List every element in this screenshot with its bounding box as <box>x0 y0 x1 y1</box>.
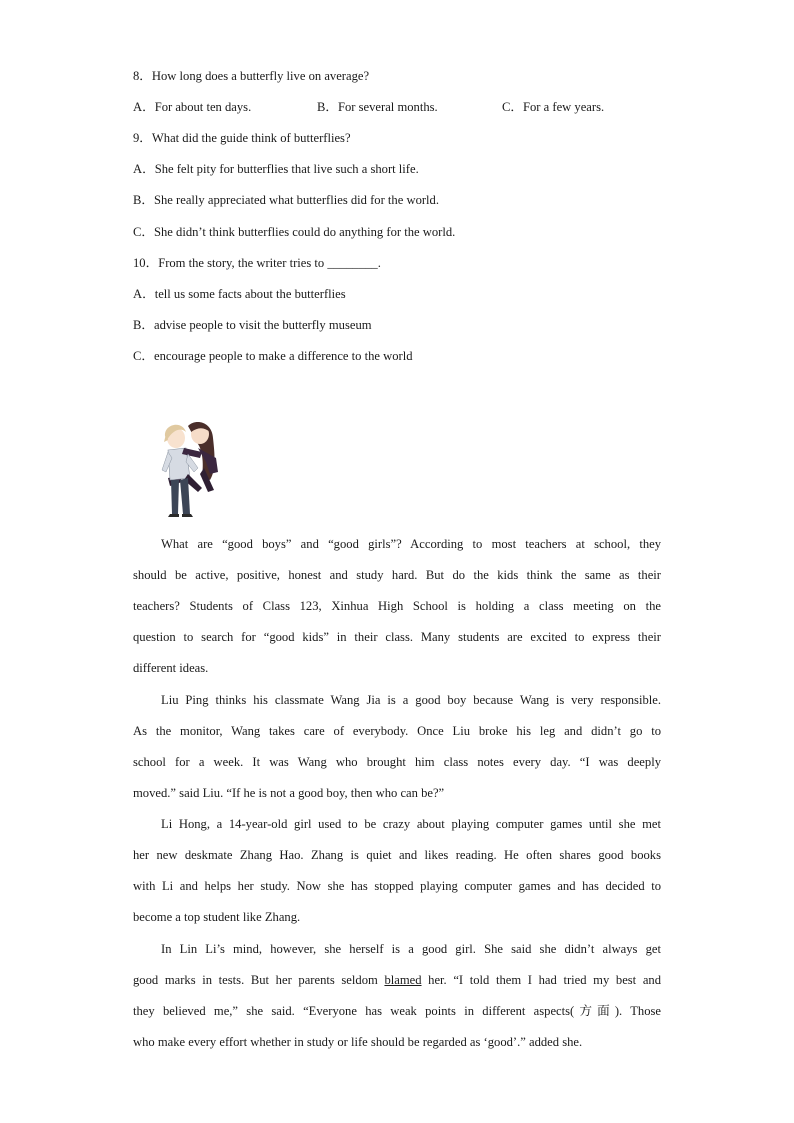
question-9-option-b[interactable]: B．She really appreciated what butterflies did for the world. <box>133 193 440 207</box>
question-8-option-b[interactable]: B．For several months. <box>317 100 438 114</box>
question-9-stem: 9．What did the guide think of butterflies? <box>133 131 351 145</box>
passage-line: Li Hong, a 14-year-old girl used to be crazy about playing computer games until she met <box>161 817 661 831</box>
passage-line: question to search for “good kids” in their class. Many students are excited to express their <box>133 630 661 645</box>
question-8-option-a[interactable]: A．For about ten days. <box>133 100 252 114</box>
passage-line: different ideas. <box>133 661 209 676</box>
passage-paragraph-2 <box>133 685 661 809</box>
passage-line: they believed me,” she said. “Everyone has weak points in different aspects(方面). Those <box>133 1004 661 1019</box>
passage-line <box>133 965 661 996</box>
question-8-option-c[interactable]: C．For a few years. <box>502 100 605 114</box>
passage-line: become a top student like Zhang. <box>133 910 301 925</box>
question-10-stem: 10．From the story, the writer tries to ________. <box>133 256 381 270</box>
passage-line: In Lin Li’s mind, however, she herself is a good girl. She said she didn’t always get <box>161 942 661 956</box>
passage-paragraph-4 <box>133 934 661 1058</box>
two-students-icon <box>158 418 220 518</box>
passage-line: teachers? Students of Class 123, Xinhua High School is holding a class meeting on the <box>133 599 661 614</box>
passage-text: her. “I told them I had tried my best and <box>421 973 662 988</box>
passage-line: moved.” said Liu. “If he is not a good boy, then who can be?” <box>133 786 445 801</box>
question-9-option-c[interactable]: C．She didn’t think butterflies could do anything for the world. <box>133 225 456 239</box>
passage-line: school for a week. It was Wang who brought him class notes every day. “I was deeply <box>133 755 661 770</box>
question-9-option-a[interactable]: A．She felt pity for butterflies that live such a short life. <box>133 162 419 176</box>
passage-line: What are “good boys” and “good girls”? According to most teachers at school, they <box>161 537 661 551</box>
two-students-illustration <box>158 418 220 518</box>
passage-line: who make every effort whether in study or life should be regarded as ‘good’.” added she. <box>133 1035 583 1050</box>
passage-paragraph-3 <box>133 809 661 933</box>
question-10-option-b[interactable]: B．advise people to visit the butterfly museum <box>133 318 372 332</box>
underlined-word-blamed: blamed <box>384 973 422 988</box>
passage-line: As the monitor, Wang takes care of everybody. Once Liu broke his leg and didn’t go to <box>133 724 661 739</box>
question-10-option-c[interactable]: C．encourage people to make a difference to the world <box>133 349 413 363</box>
passage-line: her new deskmate Zhang Hao. Zhang is quiet and likes reading. He often shares good books <box>133 848 661 863</box>
question-8-options <box>133 99 661 115</box>
passage-line: Liu Ping thinks his classmate Wang Jia is a good boy because Wang is very responsible. <box>161 693 661 707</box>
question-8-stem: 8．How long does a butterfly live on average? <box>133 69 370 83</box>
passage-paragraph-1 <box>133 529 661 684</box>
passage-line: with Li and helps her study. Now she has stopped playing computer games and has decided to <box>133 879 661 894</box>
passage-line: should be active, positive, honest and study hard. But do the kids think the same as their <box>133 568 661 583</box>
passage-text: good marks in tests. But her parents seldom <box>133 973 385 988</box>
question-10-option-a[interactable]: A．tell us some facts about the butterflies <box>133 287 346 301</box>
